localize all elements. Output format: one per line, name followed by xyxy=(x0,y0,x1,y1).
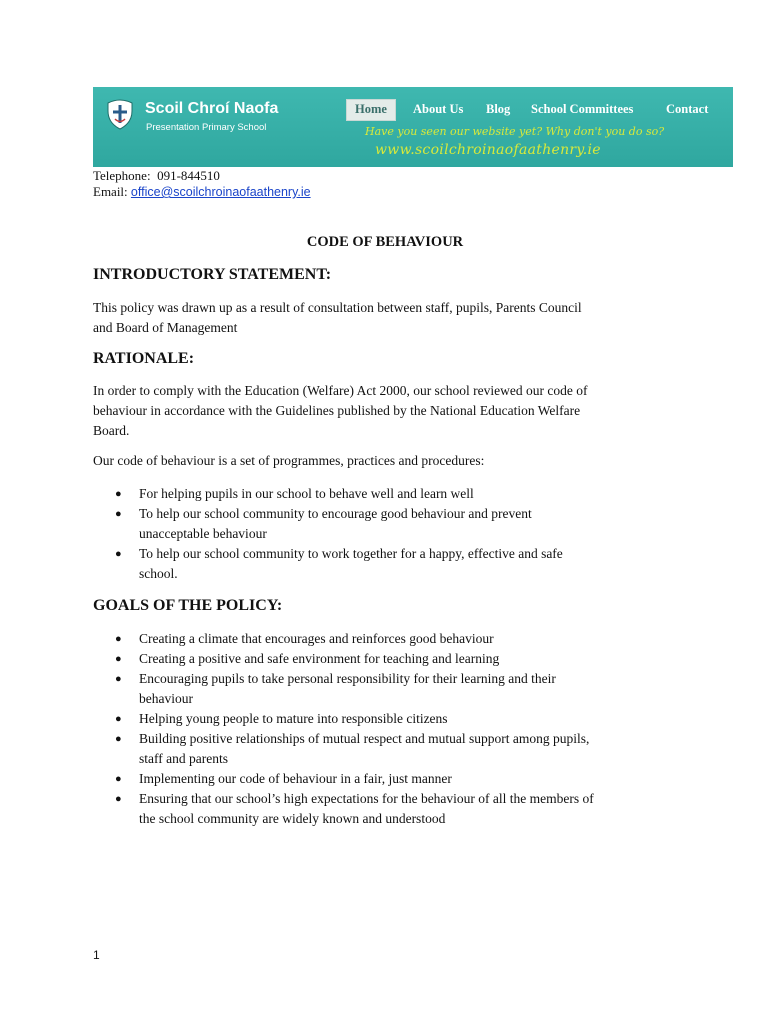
rationale-line: Board. xyxy=(93,423,130,438)
telephone-number: 091-844510 xyxy=(157,168,220,183)
list-item: ● Encouraging pupils to take personal responsibility for their learning and their behaviour xyxy=(115,671,556,706)
bullet-icon: ● xyxy=(115,488,122,500)
bullet-icon: ● xyxy=(115,713,122,725)
list-item: ● Ensuring that our school’s high expectations for the behaviour of all the members of the school community are widely known and understood xyxy=(115,791,594,826)
school-banner xyxy=(93,87,733,167)
bullet-icon: ● xyxy=(115,653,122,665)
rationale-heading: RATIONALE: xyxy=(93,350,195,367)
contact-block xyxy=(93,168,311,200)
nav-about-us[interactable]: About Us xyxy=(413,102,464,116)
intro-line: and Board of Management xyxy=(93,320,238,335)
list-item: ● Building positive relationships of mutual respect and mutual support among pupils, staff and parents xyxy=(115,731,590,766)
list-item: ● Helping young people to mature into responsible citizens xyxy=(93,709,673,729)
banner-website: www.scoilchroinaofaathenry.ie xyxy=(375,142,601,158)
list-item: ● Creating a positive and safe environment for teaching and learning xyxy=(93,649,673,669)
page-number: 1 xyxy=(93,948,100,962)
intro-line: This policy was drawn up as a result of consultation between staff, pupils, Parents Council xyxy=(93,300,582,315)
list-item: ● For helping pupils in our school to behave well and learn well xyxy=(93,484,673,504)
nav-contact[interactable]: Contact xyxy=(666,102,709,116)
intro-paragraph xyxy=(93,298,683,338)
school-subtitle: Presentation Primary School xyxy=(146,122,267,133)
bullet-icon: ● xyxy=(115,733,122,745)
rationale-line: behaviour in accordance with the Guidelines published by the National Education Welfare xyxy=(93,403,581,418)
nav-blog[interactable]: Blog xyxy=(486,102,511,116)
school-crest-icon xyxy=(105,97,135,131)
school-name: Scoil Chroí Naofa xyxy=(145,100,279,117)
goals-heading: GOALS OF THE POLICY: xyxy=(93,597,283,614)
email-line xyxy=(93,184,311,200)
code-intro: Our code of behaviour is a set of programmes, practices and procedures: xyxy=(93,453,485,468)
document-title: CODE OF BEHAVIOUR xyxy=(306,234,464,250)
nav-home[interactable]: Home xyxy=(346,99,396,121)
telephone-label: Telephone: xyxy=(93,168,151,183)
code-bullet-list xyxy=(93,484,673,584)
banner-tagline: Have you seen our website yet? Why don't you do so? xyxy=(365,125,665,138)
list-item: ● Creating a climate that encourages and reinforces good behaviour xyxy=(93,629,673,649)
list-item: ● To help our school community to work together for a happy, effective and safe school. xyxy=(115,546,563,581)
bullet-icon: ● xyxy=(115,673,122,685)
goals-bullet-list xyxy=(93,629,673,829)
bullet-icon: ● xyxy=(115,633,122,645)
bullet-icon: ● xyxy=(115,508,122,520)
bullet-icon: ● xyxy=(115,773,122,785)
bullet-icon: ● xyxy=(115,793,122,805)
telephone-line xyxy=(93,168,311,184)
list-item: ● To help our school community to encourage good behaviour and prevent unacceptable behaviour xyxy=(115,506,532,541)
intro-heading: INTRODUCTORY STATEMENT: xyxy=(93,266,332,283)
rationale-paragraph xyxy=(93,381,683,441)
email-label: Email: xyxy=(93,184,128,199)
rationale-line: In order to comply with the Education (Welfare) Act 2000, our school reviewed our code of xyxy=(93,383,588,398)
email-link[interactable]: office@scoilchroinaofaathenry.ie xyxy=(130,185,311,199)
list-item: ● Implementing our code of behaviour in a fair, just manner xyxy=(93,769,673,789)
bullet-icon: ● xyxy=(115,548,122,560)
nav-school-committees[interactable]: School Committees xyxy=(531,102,634,116)
